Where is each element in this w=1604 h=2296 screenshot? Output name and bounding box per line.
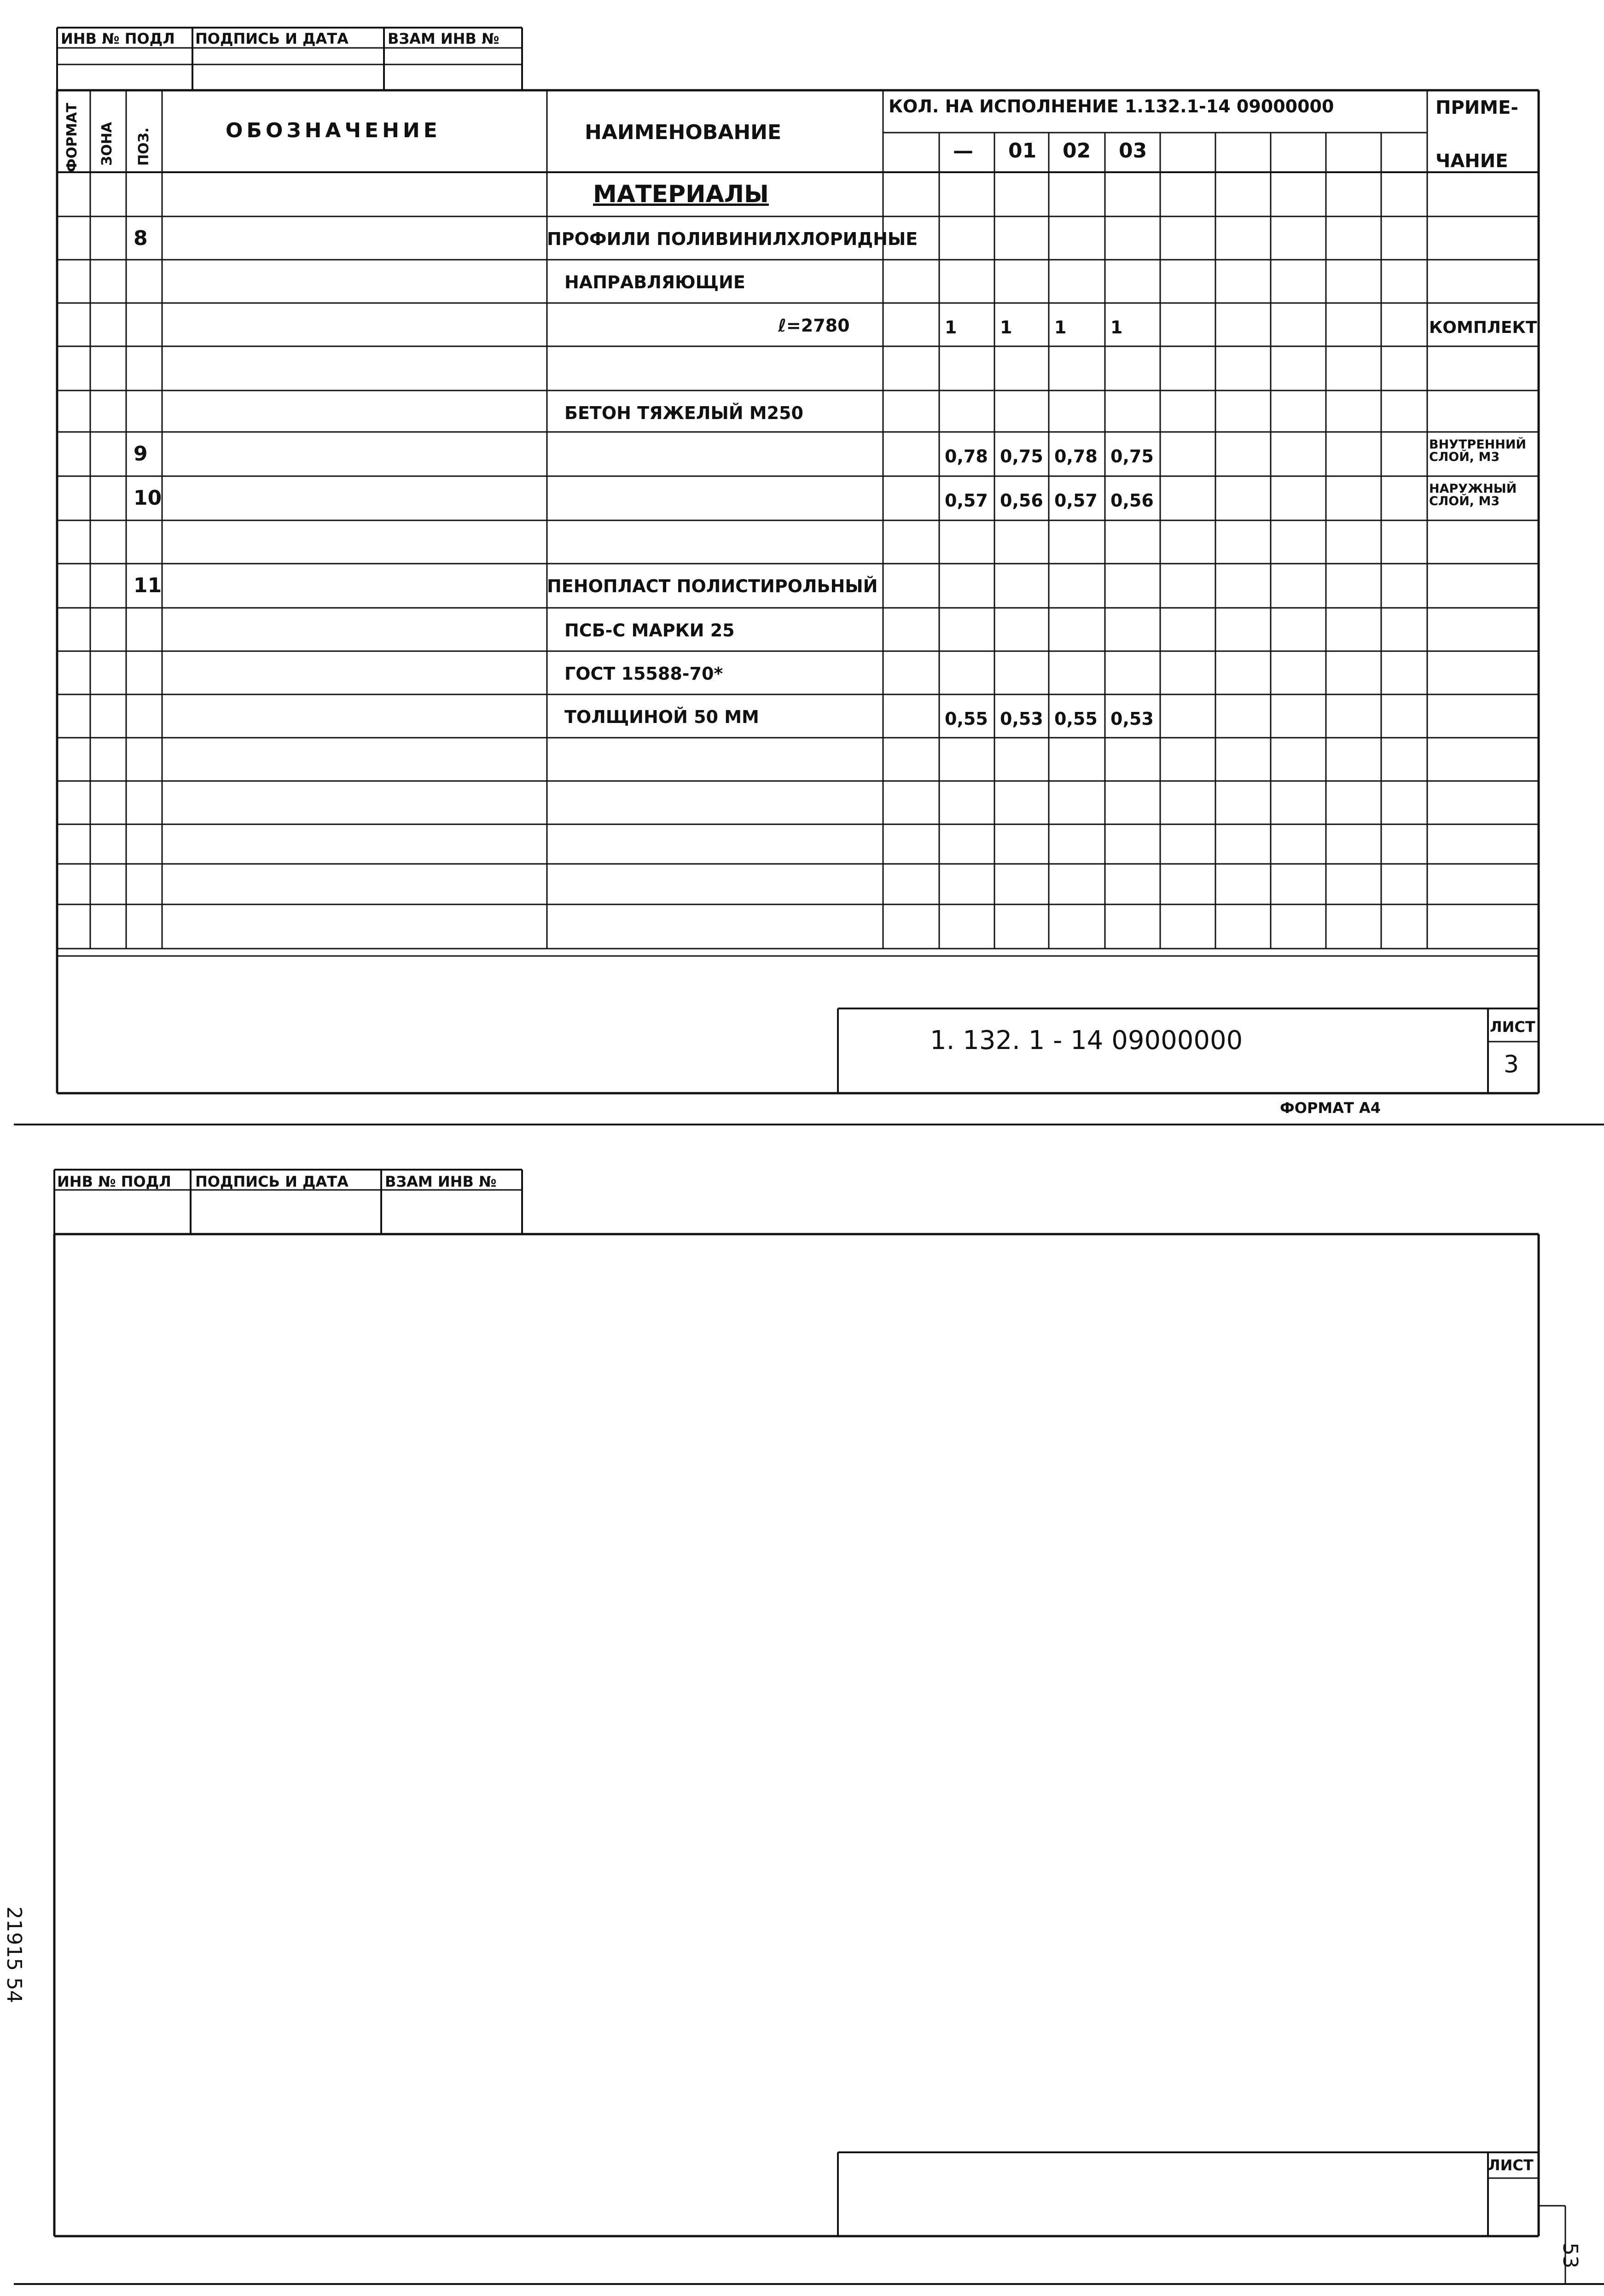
header-zona: ЗОНА xyxy=(99,122,115,166)
ispolnenie-header-0: — xyxy=(953,139,973,163)
row-qty-2: 1 xyxy=(1054,317,1067,338)
row-qty-2: 0,57 xyxy=(1054,490,1098,511)
row-name: БЕТОН ТЯЖЕЛЫЙ М250 xyxy=(564,403,803,423)
row-qty-1: 0,53 xyxy=(1000,709,1043,729)
title-block-code: 1. 132. 1 - 14 09000000 xyxy=(930,1026,1243,1055)
side-number: 21915 54 xyxy=(2,1906,26,2003)
row-qty-0: 0,55 xyxy=(945,709,988,729)
row-qty-1: 0,75 xyxy=(1000,446,1043,466)
row-qty-3: 1 xyxy=(1110,317,1123,338)
row-name: НАПРАВЛЯЮЩИЕ xyxy=(564,272,745,292)
ispolnenie-header-1: 01 xyxy=(1008,139,1037,163)
header-prim-1: ПРИМЕ- xyxy=(1435,97,1518,118)
stamp2-vzam-inv: ВЗАМ ИНВ № xyxy=(385,1173,497,1190)
row-name: ПСБ-С МАРКИ 25 xyxy=(564,620,735,641)
row-qty-3: 0,53 xyxy=(1110,709,1154,729)
row-qty-0: 1 xyxy=(945,317,957,338)
header-prim-2: ЧАНИЕ xyxy=(1435,151,1508,172)
row-poz: 11 xyxy=(134,574,162,597)
stamp2-podpis-data: ПОДПИСЬ И ДАТА xyxy=(195,1173,349,1190)
row-qty-2: 0,78 xyxy=(1054,446,1098,466)
row-note: НАРУЖНЫЙ СЛОЙ, М3 xyxy=(1429,482,1517,508)
row-qty-1: 1 xyxy=(1000,317,1012,338)
row-poz: 9 xyxy=(134,442,148,466)
row-qty-1: 0,56 xyxy=(1000,490,1043,511)
stamp-vzam-inv: ВЗАМ ИНВ № xyxy=(388,30,500,47)
row-note: КОМПЛЕКТ xyxy=(1429,318,1537,337)
header-oboznachenie: ОБОЗНАЧЕНИЕ xyxy=(226,119,441,142)
sheet2-list-label: ЛИСТ xyxy=(1488,2156,1534,2174)
stamp-podpis-data: ПОДПИСЬ И ДАТА xyxy=(195,30,349,47)
row-note: ВНУТРЕННИЙ СЛОЙ, М3 xyxy=(1429,437,1527,464)
stamp-inv-podl: ИНВ № ПОДЛ xyxy=(61,30,175,47)
format-label: ФОРМАТ А4 xyxy=(1280,1099,1381,1117)
title-block-list-label: ЛИСТ xyxy=(1490,1018,1535,1036)
row-qty-3: 0,56 xyxy=(1110,490,1154,511)
ispolnenie-header-3: 03 xyxy=(1119,139,1147,163)
row-name: ТОЛЩИНОЙ 50 ММ xyxy=(564,707,759,727)
row-name: ПРОФИЛИ ПОЛИВИНИЛХЛОРИДНЫЕ xyxy=(547,229,918,249)
stamp2-inv-podl: ИНВ № ПОДЛ xyxy=(57,1173,171,1190)
section-heading: МАТЕРИАЛЫ xyxy=(593,181,769,208)
row-qty-3: 0,75 xyxy=(1110,446,1154,466)
row-poz: 8 xyxy=(134,227,148,250)
ispolnenie-header-2: 02 xyxy=(1063,139,1091,163)
row-qty-0: 0,78 xyxy=(945,446,988,466)
row-qty-0: 0,57 xyxy=(945,490,988,511)
header-kol: КОЛ. НА ИСПОЛНЕНИЕ 1.132.1-14 09000000 xyxy=(889,96,1334,117)
row-name: ℓ=2780 xyxy=(778,315,850,336)
title-block-list-num: 3 xyxy=(1504,1051,1519,1078)
header-poz: ПОЗ. xyxy=(136,127,152,166)
page-number: 53 xyxy=(1558,2243,1582,2268)
row-name: ПЕНОПЛАСТ ПОЛИСТИРОЛЬНЫЙ xyxy=(547,576,878,596)
header-naimenovanie: НАИМЕНОВАНИЕ xyxy=(585,121,782,144)
row-qty-2: 0,55 xyxy=(1054,709,1098,729)
header-format: ФОРМАТ xyxy=(64,103,80,172)
row-name: ГОСТ 15588-70* xyxy=(564,664,723,684)
row-poz: 10 xyxy=(134,486,162,510)
